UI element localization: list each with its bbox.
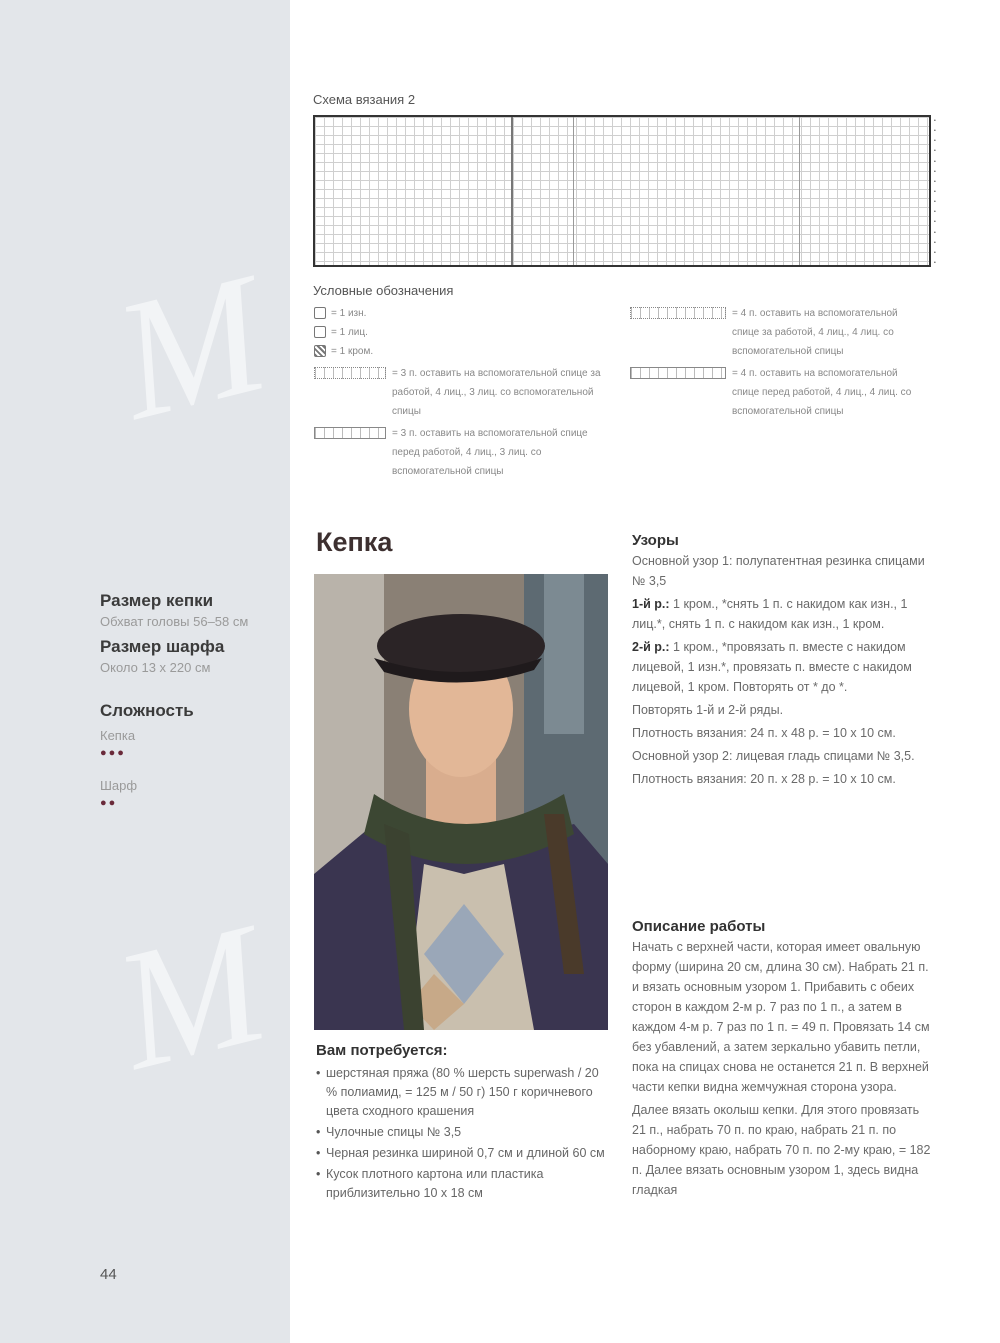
legend-item (314, 304, 606, 323)
legend-title: Условные обозначения (313, 283, 454, 298)
row-label: 1-й р.: (632, 597, 670, 611)
legend-item (630, 364, 922, 421)
photo-illustration (314, 574, 608, 1030)
knitting-chart (313, 115, 931, 267)
pattern-text: Плотность вязания: 20 п. x 28 р. = 10 x 10 см. (632, 772, 896, 786)
difficulty-scarf-rating: ●● (100, 797, 118, 809)
project-info (100, 590, 285, 826)
patterns-section (632, 531, 932, 792)
legend-text: = 4 п. оставить на вспомогательной спице за работой, 4 лиц., 4 лиц. со вспомогательной спицы (732, 308, 898, 357)
scarf-size-heading: Размер шарфа (100, 637, 225, 656)
chart-divider (799, 117, 800, 265)
chart-title: Схема вязания 2 (313, 92, 416, 107)
materials-list (316, 1064, 612, 1205)
legend-item (314, 342, 606, 361)
legend-text: = 1 кром. (331, 346, 374, 357)
watermark-mark: M (99, 888, 283, 1106)
knit-symbol-icon (314, 326, 326, 338)
cap-size-text: Обхват головы 56–58 см (100, 614, 249, 629)
work-heading: Описание работы (632, 918, 766, 935)
legend-item (314, 424, 606, 481)
watermark-mark: M (99, 238, 283, 456)
difficulty-cap-rating: ●●● (100, 747, 126, 759)
materials-heading: Вам потребуется: (316, 1042, 448, 1059)
legend-right (630, 304, 922, 421)
row-text: 1 кром., *провязать п. вместе с накидом лицевой, 1 изн.*, провязать п. вместе с накидом лицевой, 1 кром. Повторять от * до *. (632, 640, 912, 694)
chart-divider (511, 117, 513, 265)
difficulty-scarf-label: Шарф (100, 778, 138, 793)
pattern-text: Плотность вязания: 24 п. x 48 р. = 10 x 10 см. (632, 726, 896, 740)
legend-item (314, 364, 606, 421)
pattern-text: Повторять 1-й и 2-й ряды. (632, 703, 784, 717)
list-item: • Чулочные спицы № 3,5 (316, 1123, 612, 1142)
work-section (632, 917, 932, 1203)
cable-symbol-icon (314, 367, 386, 379)
cap-size-heading: Размер кепки (100, 591, 214, 610)
work-text: Далее вязать околыш кепки. Для этого провязать 21 п., набрать 70 п. по краю, набрать 21 п. по наборному краю, набрать 70 п. по 2-му краю, = 182 п. Далее вязать основным узором 1, здесь видна гладкая (632, 1103, 931, 1197)
page-number: 44 (100, 1266, 117, 1283)
legend-text: = 3 п. оставить на вспомогательной спице за работой, 4 лиц., 3 лиц. со вспомогательной спицы (392, 368, 601, 417)
list-item: • Кусок плотного картона или пластика приблизительно 10 x 18 см (316, 1165, 612, 1203)
legend-text: = 1 изн. (331, 308, 367, 319)
scarf-size-text: Около 13 x 220 см (100, 660, 211, 675)
difficulty-cap-label: Кепка (100, 728, 136, 743)
cable-symbol-icon (314, 427, 386, 439)
chart-divider (573, 117, 574, 265)
legend-left (314, 304, 606, 481)
row-label: 2-й р.: (632, 640, 670, 654)
work-text: Начать с верхней части, которая имеет овальную форму (ширина 20 см, длина 30 см). Набрать 21 п. и вязать основным узором 1. Прибавить с обеих сторон в каждом 2-м р. 7 раз по 1 п., а затем в каждом 4-м р. 7 раз по 1 п. = 49 п. Провязать 14 см без убавлений, а затем зеркально убавить петли, пока на спицах снова не останется 21 п. В верхней части кепки видна жемчужная сторона узора. (632, 940, 930, 1094)
model-photo (314, 574, 608, 1030)
legend-text: = 3 п. оставить на вспомогательной спице перед работой, 4 лиц., 3 лиц. со вспомогательной спицы (392, 428, 588, 477)
pattern-text: Основной узор 2: лицевая гладь спицами № 3,5. (632, 749, 915, 763)
cable-symbol-icon (630, 307, 726, 319)
difficulty-heading: Сложность (100, 701, 194, 720)
purl-symbol-icon (314, 307, 326, 319)
legend-text: = 1 лиц. (331, 327, 368, 338)
patterns-heading: Узоры (632, 532, 679, 549)
edge-stitch-symbol-icon (314, 345, 326, 357)
legend-item (314, 323, 606, 342)
list-item: • шерстяная пряжа (80 % шерсть superwash / 20 % полиамид, = 125 м / 50 г) 150 г коричневого цвета сходного крашения (316, 1064, 612, 1121)
list-item: • Черная резинка шириной 0,7 см и длиной 60 см (316, 1144, 612, 1163)
pattern-row-1 (632, 594, 932, 634)
row-text: 1 кром., *снять 1 п. с накидом как изн., 1 лиц.*, снять 1 п. с накидом как изн., 1 кром. (632, 597, 908, 631)
cable-symbol-icon (630, 367, 726, 379)
pattern-row-2 (632, 637, 932, 697)
legend-item (630, 304, 922, 361)
legend-text: = 4 п. оставить на вспомогательной спице перед работой, 4 лиц., 4 лиц. со вспомогательной спицы (732, 368, 912, 417)
chart-row-markers: • • • • • • • • • • • • • • • (934, 118, 936, 266)
pattern-text: Основной узор 1: полупатентная резинка спицами № 3,5 (632, 554, 925, 588)
pattern-title: Кепка (316, 527, 393, 557)
